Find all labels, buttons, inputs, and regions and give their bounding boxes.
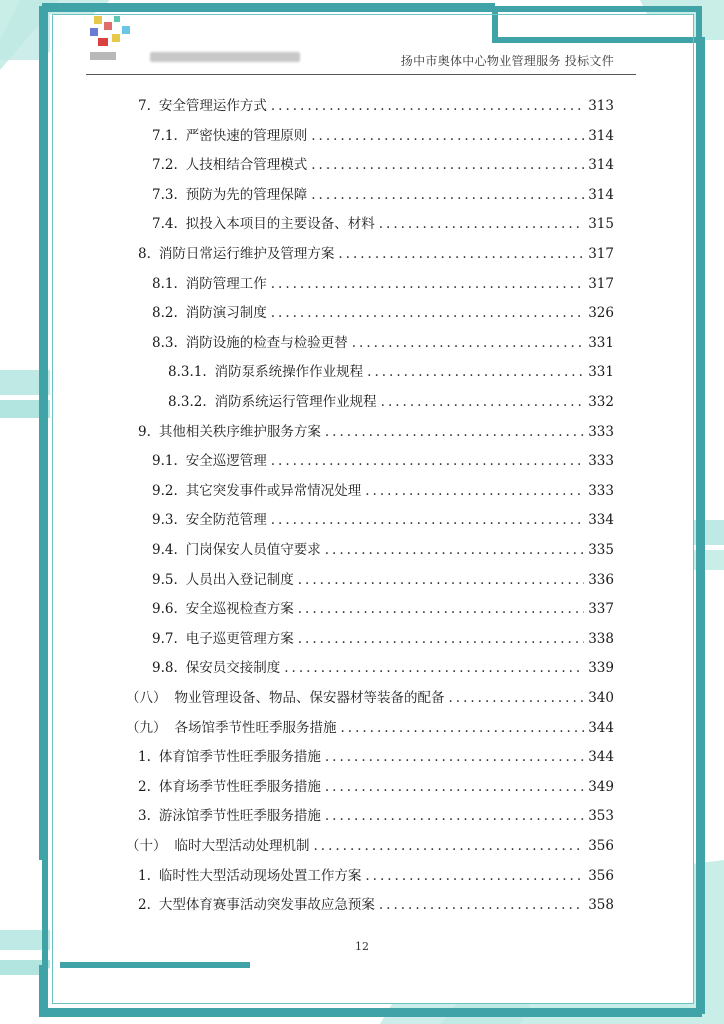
toc-entry-title: 人员出入登记制度	[185, 571, 294, 588]
toc-entry-title: 消防泵系统操作作业规程	[214, 364, 364, 381]
toc-entry[interactable]	[138, 747, 614, 767]
toc-entry[interactable]	[126, 688, 614, 708]
toc-leader-dots	[271, 451, 584, 471]
toc-leader-dots	[298, 599, 584, 619]
toc-leader-dots	[311, 185, 584, 205]
toc-entry-number: 8.3.	[152, 334, 178, 351]
toc-leader-dots	[298, 629, 584, 649]
toc-leader-dots	[338, 244, 584, 264]
toc-entry-page: 358	[588, 897, 614, 914]
toc-entry-number: 3.	[138, 808, 151, 825]
toc-entry-number: 9.	[138, 423, 151, 440]
toc-entry-number: 8.3.1.	[168, 364, 207, 381]
toc-leader-dots	[271, 510, 584, 530]
toc-entry-number: 2.	[138, 897, 151, 914]
toc-leader-dots	[449, 688, 585, 708]
toc-entry-title: 消防演习制度	[185, 305, 267, 322]
toc-entry-page: 344	[588, 719, 614, 736]
toc-leader-dots	[311, 155, 584, 175]
toc-entry-page: 336	[588, 571, 614, 588]
toc-entry-number: 8.2.	[152, 305, 178, 322]
toc-entry-number: 7.	[138, 98, 151, 114]
toc-entry-number: 9.6.	[152, 601, 178, 618]
toc-entry-number: 1.	[138, 867, 151, 884]
toc-entry-page: 332	[588, 394, 614, 410]
toc-entry[interactable]	[152, 658, 614, 678]
document-header-title: 扬中市奥体中心物业管理服务 投标文件	[400, 54, 614, 68]
toc-entry-number: 7.2.	[152, 157, 178, 174]
toc-entry[interactable]	[152, 629, 614, 649]
toc-entry-page: 356	[588, 838, 614, 854]
toc-entry-page: 314	[588, 186, 614, 203]
toc-entry-number: 9.1.	[152, 453, 178, 470]
toc-entry-number: （十）	[126, 838, 167, 854]
toc-entry-title: 安全管理运作方式	[158, 98, 267, 114]
toc-entry-number: 9.5.	[152, 571, 178, 588]
toc-entry-title: 预防为先的管理保障	[185, 186, 308, 203]
toc-entry-page: 314	[588, 157, 614, 174]
toc-entry-title: 游泳馆季节性旺季服务措施	[158, 808, 321, 825]
toc-entry[interactable]	[152, 126, 614, 146]
toc-entry-number: 8.3.2.	[168, 394, 207, 410]
toc-leader-dots	[284, 658, 584, 678]
header-divider	[86, 74, 636, 75]
toc-entry-title: 消防日常运行维护及管理方案	[158, 246, 335, 262]
toc-entry-page: 349	[588, 778, 614, 795]
toc-entry-title: 各场馆季节性旺季服务措施	[174, 719, 337, 736]
toc-entry-page: 331	[588, 364, 614, 381]
toc-entry-title: 安全巡逻管理	[185, 453, 267, 470]
toc-entry-page: 337	[588, 601, 614, 618]
toc-entry[interactable]	[168, 392, 614, 412]
toc-entry-title: 拟投入本项目的主要设备、材料	[185, 216, 375, 233]
toc-entry-title: 临时大型活动处理机制	[174, 838, 310, 854]
toc-entry[interactable]	[152, 214, 614, 234]
toc-leader-dots	[271, 96, 584, 116]
toc-entry-title: 消防系统运行管理作业规程	[214, 394, 377, 410]
toc-leader-dots	[379, 214, 584, 234]
toc-leader-dots	[325, 422, 584, 442]
toc-entry-page: 356	[588, 867, 614, 884]
toc-entry[interactable]	[152, 274, 614, 294]
toc-entry-number: 9.7.	[152, 630, 178, 647]
toc-entry[interactable]	[152, 540, 614, 560]
toc-entry[interactable]	[152, 451, 614, 471]
toc-leader-dots	[381, 392, 585, 412]
toc-entry-title: 消防设施的检查与检验更替	[185, 334, 348, 351]
toc-entry-title: 物业管理设备、物品、保安器材等装备的配备	[174, 690, 445, 706]
toc-entry[interactable]	[152, 481, 614, 501]
toc-leader-dots	[271, 274, 584, 294]
toc-entry-number: （八）	[126, 690, 167, 706]
toc-leader-dots	[341, 718, 585, 738]
toc-entry[interactable]	[138, 96, 614, 116]
toc-entry[interactable]	[152, 333, 614, 353]
toc-entry-number: 9.8.	[152, 660, 178, 677]
toc-entry-title: 人技相结合管理模式	[185, 157, 308, 174]
toc-entry-page: 344	[588, 749, 614, 766]
toc-entry-page: 331	[588, 334, 614, 351]
toc-entry[interactable]	[138, 806, 614, 826]
toc-entry-page: 315	[588, 216, 614, 233]
toc-entry-page: 335	[588, 542, 614, 558]
toc-entry-title: 其它突发事件或异常情况处理	[185, 482, 362, 499]
toc-entry[interactable]	[126, 836, 614, 856]
toc-entry-page: 339	[588, 660, 614, 677]
toc-entry-page: 317	[588, 275, 614, 292]
toc-entry[interactable]	[152, 303, 614, 323]
toc-entry-number: 7.4.	[152, 216, 178, 233]
toc-entry-page: 334	[588, 512, 614, 529]
toc-entry-title: 临时性大型活动现场处置工作方案	[158, 867, 362, 884]
toc-entry-title: 门岗保安人员值守要求	[185, 542, 321, 558]
toc-leader-dots	[311, 126, 584, 146]
page-number: 12	[355, 940, 369, 953]
toc-entry[interactable]	[138, 422, 614, 442]
toc-entry[interactable]	[168, 362, 614, 382]
toc-entry-page: 326	[588, 305, 614, 322]
toc-entry-title: 其他相关秩序维护服务方案	[158, 423, 321, 440]
toc-leader-dots	[325, 540, 584, 560]
toc-entry[interactable]	[152, 570, 614, 590]
toc-entry-number: 9.2.	[152, 482, 178, 499]
toc-entry-page: 338	[588, 630, 614, 647]
toc-entry-number: 1.	[138, 749, 151, 766]
toc-entry-number: 7.3.	[152, 186, 178, 203]
toc-entry-title: 大型体育赛事活动突发事故应急预案	[158, 897, 375, 914]
toc-entry-title: 消防管理工作	[185, 275, 267, 292]
toc-entry-page: 313	[588, 98, 614, 114]
toc-entry-page: 333	[588, 482, 614, 499]
toc-entry[interactable]	[152, 599, 614, 619]
toc-entry-number: 7.1.	[152, 127, 178, 144]
toc-entry[interactable]	[126, 718, 614, 738]
toc-entry-number: 8.	[138, 246, 151, 262]
toc-leader-dots	[271, 303, 584, 323]
toc-entry[interactable]	[152, 510, 614, 530]
toc-entry-number: （九）	[126, 719, 167, 736]
toc-entry-page: 317	[588, 246, 614, 262]
toc-entry-title: 安全巡视检查方案	[185, 601, 294, 618]
toc-entry[interactable]	[138, 244, 614, 264]
toc-entry-title: 安全防范管理	[185, 512, 267, 529]
toc-leader-dots	[352, 333, 584, 353]
toc-entry[interactable]	[152, 185, 614, 205]
toc-entry-title: 保安员交接制度	[185, 660, 281, 677]
toc-leader-dots	[365, 481, 584, 501]
toc-leader-dots	[379, 895, 584, 915]
toc-entry-number: 9.4.	[152, 542, 178, 558]
toc-entry[interactable]	[152, 155, 614, 175]
toc-entry-number: 8.1.	[152, 275, 178, 292]
toc-leader-dots	[325, 806, 584, 826]
toc-entry[interactable]	[138, 895, 614, 915]
toc-leader-dots	[325, 777, 584, 797]
toc-leader-dots	[365, 866, 584, 886]
toc-entry-page: 340	[588, 690, 614, 706]
toc-entry-page: 314	[588, 127, 614, 144]
toc-entry-title: 体育馆季节性旺季服务措施	[158, 749, 321, 766]
toc-leader-dots	[298, 570, 584, 590]
toc-leader-dots	[367, 362, 584, 382]
toc-entry-title: 严密快速的管理原则	[185, 127, 308, 144]
toc-entry-number: 2.	[138, 778, 151, 795]
toc-entry-page: 353	[588, 808, 614, 825]
toc-entry[interactable]	[138, 866, 614, 886]
toc-leader-dots	[325, 747, 584, 767]
toc-entry-title: 体育场季节性旺季服务措施	[158, 778, 321, 795]
toc-entry-number: 9.3.	[152, 512, 178, 529]
toc-entry-page: 333	[588, 423, 614, 440]
company-logo	[86, 12, 150, 66]
toc-entry-page: 333	[588, 453, 614, 470]
toc-entry-title: 电子巡更管理方案	[185, 630, 294, 647]
toc-entry[interactable]	[138, 777, 614, 797]
toc-leader-dots	[314, 836, 585, 856]
company-name-blurred	[150, 52, 300, 62]
